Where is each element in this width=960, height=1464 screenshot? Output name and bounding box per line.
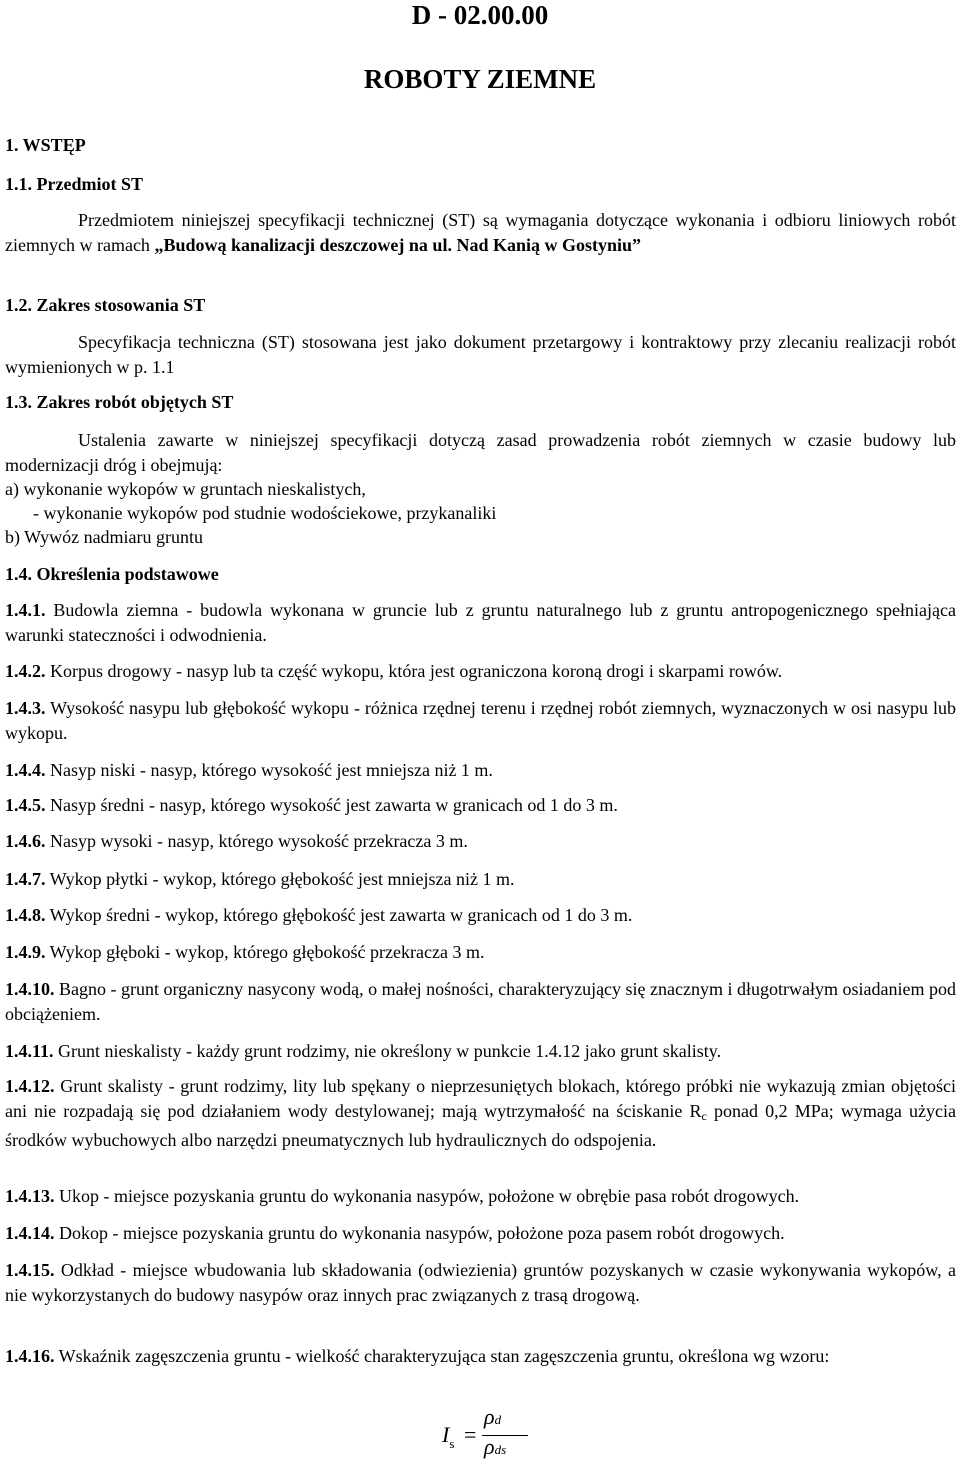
formula-lhs: $I_s$ [442,1422,455,1451]
definition-1-4-3 [5,696,956,745]
definition-1-4-5 [5,793,956,818]
definition-1-4-1 [5,598,956,647]
definition-number: 1.4.3. [5,698,46,718]
definition-number: 1.4.6. [5,831,46,851]
list-item-dash: - wykonanie wykopów pod studnie wodościekowe, przykanaliki [33,503,497,523]
list-item-a: a) wykonanie wykopów w gruntach nieskalistych, [5,479,366,499]
list-item-b: b) Wywóz nadmiaru gruntu [5,527,204,547]
section-1-4-heading: 1.4. Określenia podstawowe [5,564,219,584]
definition-number: 1.4.9. [5,942,46,962]
section-1-2-text: Specyfikacja techniczna (ST) stosowana jest jako dokument przetargowy i kontraktowy przy zlecaniu realizacji robót wymienionych w p. 1.1 [5,332,956,377]
section-1-3-text: Ustalenia zawarte w niniejszej specyfikacji dotyczą zasad prowadzenia robót ziemnych w czasie budowy lub modernizacji dróg i obejmują: [5,430,956,475]
definition-1-4-10 [5,977,956,1026]
definition-1-4-8 [5,903,956,928]
definition-1-4-12 [5,1074,956,1153]
definition-1-4-9 [5,940,956,965]
definition-text: Grunt skalisty - grunt rodzimy, lity lub spękany o nieprzesuniętych blokach, którego próbki nie wykazują zmian objętości ani nie rozpadają się pod działaniem wody destylowanej; mają wytrzymałość na ściskanie R [5,1076,956,1121]
project-name: „Budową kanalizacji deszczowej na ul. Nad Kanią w Gostyniu” [154,234,641,255]
definition-number: 1.4.1. [5,600,46,620]
definition-number: 1.4.14. [5,1223,55,1243]
definition-number: 1.4.7. [5,869,46,889]
formula-numerator: ρd [484,1404,502,1429]
definition-1-4-11 [5,1039,956,1064]
definition-number: 1.4.16. [5,1346,55,1366]
definition-number: 1.4.13. [5,1186,55,1206]
subscript-c: c [701,1108,707,1123]
definition-number: 1.4.11. [5,1041,54,1061]
definition-number: 1.4.15. [5,1260,55,1280]
definition-text: Nasyp wysoki - nasyp, którego wysokość przekracza 3 m. [45,831,468,851]
section-1-heading: 1. WSTĘP [5,135,86,155]
definition-text: Bagno - grunt organiczny nasycony wodą, o małej nośności, charakteryzujący się znacznym i długotrwałym osiadaniem pod obciążeniem. [5,979,956,1024]
definition-text: Odkład - miejsce wbudowania lub składowania (odwiezienia) gruntów pozyskanych w czasie wykonywania wykopów, a nie wykorzystanych do budowy nasypów oraz innych prac związanych z trasą drogową. [5,1260,956,1305]
definition-number: 1.4.4. [5,760,46,780]
section-1-1-text-a: Przedmiotem niniejszej specyfikacji technicznej (ST) są wymagania dotyczące wykonania i odbioru liniowych robót ziemnych w ramach [5,210,956,255]
definition-1-4-2 [5,659,956,684]
definition-text: Wysokość nasypu lub głębokość wykopu - różnica rzędnej terenu i rzędnej robót ziemnych, wyznaczonych w osi nasypu lub wykopu. [5,698,956,743]
definition-1-4-15 [5,1258,956,1307]
definition-1-4-16 [5,1344,956,1369]
definition-1-4-13 [5,1184,956,1209]
definition-1-4-4 [5,758,956,783]
definition-1-4-6 [5,829,956,854]
definition-text: Nasyp średni - nasyp, którego wysokość jest zawarta w granicach od 1 do 3 m. [45,795,618,815]
definition-text: Ukop - miejsce pozyskania gruntu do wykonania nasypów, położone w obrębie pasa robót drogowych. [54,1186,800,1206]
formula-equals: = [464,1422,477,1447]
document-title: ROBOTY ZIEMNE [363,64,597,94]
formula-denominator: ρds [484,1434,507,1459]
section-1-1-heading: 1.1. Przedmiot ST [5,174,143,194]
compaction-index-formula [438,1404,538,1464]
definition-number: 1.4.5. [5,795,46,815]
definition-number: 1.4.12. [5,1076,55,1096]
definition-text: Wskaźnik zagęszczenia gruntu - wielkość charakteryzująca stan zagęszczenia gruntu, określona wg wzoru: [54,1346,830,1366]
definition-text: Wykop płytki - wykop, którego głębokość jest mniejsza niż 1 m. [45,869,515,889]
section-1-2-heading: 1.2. Zakres stosowania ST [5,295,206,315]
definition-text-cont: ponad 0,2 MPa; wymaga użycia środków wybuchowych albo narzędzi pneumatycznych lub hydraulicznych do odspojenia. [5,1100,956,1150]
definition-text: Wykop średni - wykop, którego głębokość jest zawarta w granicach od 1 do 3 m. [45,905,633,925]
definition-number: 1.4.2. [5,661,46,681]
definition-text: Budowla ziemna - budowla wykonana w gruncie lub z gruntu naturalnego lub z gruntu antropogenicznego spełniająca warunki stateczności i odwodnienia. [5,600,956,645]
definition-text: Dokop - miejsce pozyskania gruntu do wykonania nasypów, położone poza pasem robót drogowych. [54,1223,785,1243]
definition-number: 1.4.8. [5,905,46,925]
definition-1-4-14 [5,1221,956,1246]
definition-text: Grunt nieskalisty - każdy grunt rodzimy, nie określony w punkcie 1.4.12 jako grunt skalisty. [53,1041,722,1061]
definition-1-4-7 [5,867,956,892]
document-code: D - 02.00.00 [411,0,549,30]
definition-number: 1.4.10. [5,979,55,999]
section-1-1-text [5,208,956,257]
definition-text: Nasyp niski - nasyp, którego wysokość jest mniejsza niż 1 m. [45,760,493,780]
definition-text: Wykop głęboki - wykop, którego głębokość przekracza 3 m. [45,942,485,962]
definition-text: Korpus drogowy - nasyp lub ta część wykopu, która jest ograniczona koroną drogi i skarpami rowów. [45,661,783,681]
section-1-3-heading: 1.3. Zakres robót objętych ST [5,392,234,412]
